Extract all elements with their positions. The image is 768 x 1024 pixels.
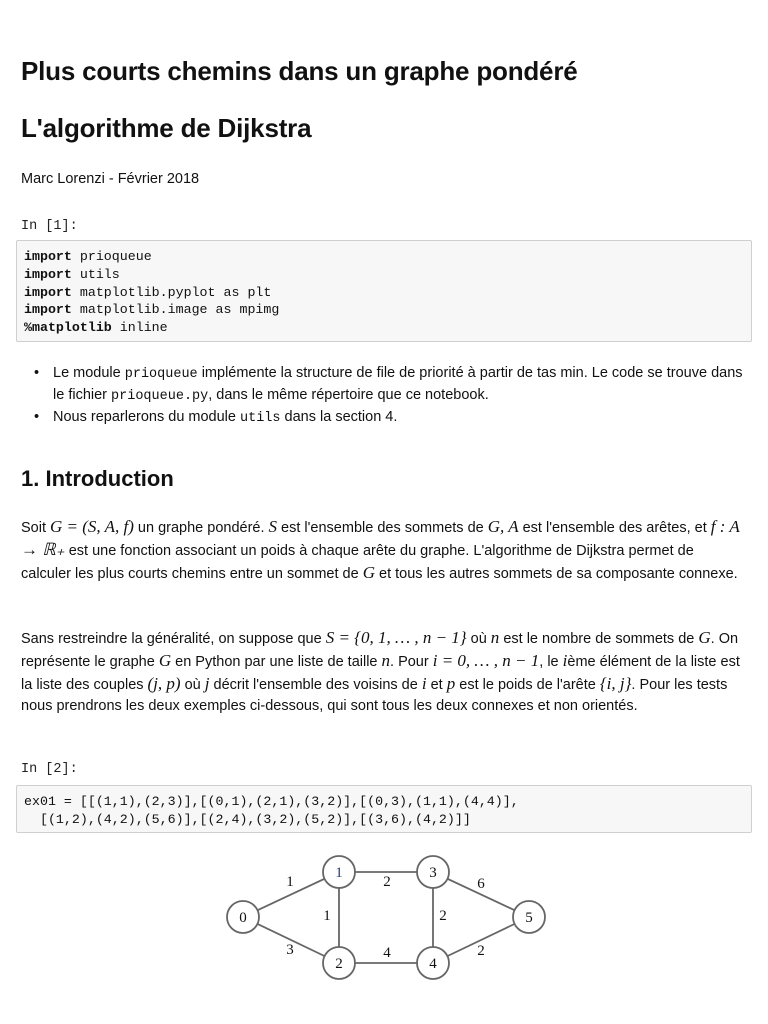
inline-code: prioqueue.py [111, 389, 209, 404]
math: S = {0, 1, … , n − 1} [325, 628, 467, 647]
edge-weight-label: 2 [477, 943, 485, 959]
math: p [446, 674, 456, 693]
text: implémente la structure de file de priorité à partir de tas min. Le code se trouve dans le fichier [53, 365, 743, 403]
text: où [180, 677, 205, 693]
math: G [698, 628, 711, 647]
code-keyword: import [24, 249, 72, 264]
text: un graphe pondéré. [133, 520, 269, 536]
text: Sans restreindre la généralité, on suppose que [21, 631, 326, 647]
text: est une fonction associant un poids à chaque arête du graphe. L'algorithme de Dijkstra permet de calculer les plus courts chemins entre un sommet de [21, 543, 694, 582]
code-text: ex01 = [[(1,1),(2,3)],[(0,1),(2,1),(3,2)],[(0,3),(1,1),(4,4)], [24, 794, 519, 809]
math: i [562, 651, 568, 670]
graph-diagram [0, 844, 768, 1024]
page-subtitle: L'algorithme de Dijkstra [21, 113, 312, 143]
code-cell[interactable] [16, 240, 752, 342]
text: est l'ensemble des arêtes, et [518, 520, 711, 536]
text: Le module [53, 365, 125, 381]
math: G, A [487, 517, 519, 536]
edge-weight-label: 2 [383, 874, 391, 890]
text: Nous reparlerons du module [53, 409, 240, 425]
edge-weight-label: 4 [383, 945, 391, 961]
text: et [426, 677, 447, 693]
text: ème élément de la liste est la liste des couples [21, 654, 740, 693]
math: i = 0, … , n − 1 [432, 651, 540, 670]
math: {i, j} [599, 674, 632, 693]
math: G [158, 651, 172, 670]
code-text: matplotlib.pyplot as plt [71, 284, 272, 300]
math: i [421, 674, 427, 693]
code-text: matplotlib.image as mpimg [71, 302, 280, 318]
code-cell[interactable] [16, 785, 752, 833]
author-line: Marc Lorenzi - Février 2018 [21, 171, 200, 187]
text: où [466, 631, 491, 647]
math: G [362, 563, 375, 582]
text: en Python par une liste de taille [171, 654, 382, 670]
text: . Pour les tests nous prendrons les deux exemples ci-dessous, qui sont tous les deux connexes et non orientés. [21, 677, 728, 714]
code-keyword: import [24, 302, 72, 318]
math: G = (S, A, f) [50, 517, 134, 536]
code-keyword: %matplotlib [24, 320, 112, 336]
text: Soit [21, 520, 51, 536]
text: . On représente le graphe [21, 631, 739, 670]
graph-node-label: 1 [335, 865, 343, 881]
bullet-list [34, 363, 746, 429]
paragraph [21, 516, 743, 585]
page-title: Plus courts chemins dans un graphe pondéré [21, 56, 578, 86]
math: n [381, 651, 391, 670]
section-heading: 1. Introduction [21, 466, 174, 491]
code-text: [(1,2),(4,2),(5,6)],[(2,4),(3,2),(5,2)],[(3,6),(4,2)]] [24, 811, 471, 827]
graph-node-label: 2 [335, 956, 343, 972]
text: est l'ensemble des sommets de [277, 520, 488, 536]
code-text: prioqueue [71, 249, 152, 264]
text: dans la section 4. [280, 409, 398, 425]
edge-weight-label: 3 [286, 942, 294, 958]
edge-weight-label: 1 [286, 874, 294, 890]
cell-prompt: In [2]: [21, 762, 78, 777]
inline-code: utils [240, 411, 281, 426]
paragraph [21, 627, 743, 717]
math: f : A → ℝ₊ [21, 517, 740, 559]
math: n [490, 628, 500, 647]
list-item [34, 407, 746, 429]
text: , le [539, 654, 563, 670]
edge-weight-label: 2 [439, 908, 447, 924]
text: , dans le même répertoire que ce notebook. [208, 387, 489, 403]
code-keyword: import [24, 284, 72, 300]
edge-weight-label: 6 [477, 876, 485, 892]
list-item [34, 363, 746, 407]
code-text: inline [111, 320, 168, 336]
text: est le nombre de sommets de [499, 631, 699, 647]
math: j [204, 674, 210, 693]
text: est le poids de l'arête [455, 677, 600, 693]
cell-prompt: In [1]: [21, 219, 78, 234]
graph-node-label: 4 [429, 956, 437, 972]
code-text: utils [71, 266, 120, 282]
graph-node-label: 0 [239, 910, 247, 926]
inline-code: prioqueue [124, 367, 198, 382]
math: S [268, 517, 278, 536]
code-keyword: import [24, 266, 72, 282]
graph-node-label: 5 [525, 910, 533, 926]
bullet-icon: • [34, 409, 40, 425]
math: (j, p) [147, 674, 181, 693]
graph-node-label: 3 [429, 865, 437, 881]
text: . Pour [390, 654, 433, 670]
text: décrit l'ensemble des voisins de [209, 677, 422, 693]
bullet-icon: • [34, 365, 40, 381]
edge-weight-label: 1 [323, 908, 331, 924]
text: et tous les autres sommets de sa composante connexe. [375, 566, 738, 582]
